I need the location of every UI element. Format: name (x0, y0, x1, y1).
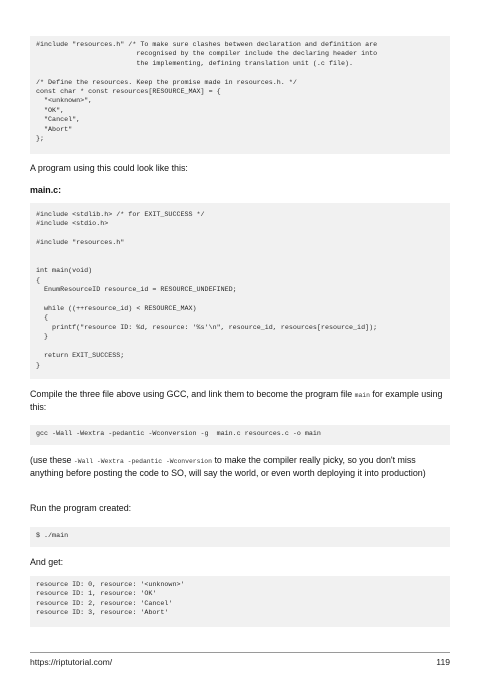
paragraph-text: Compile the three file above using GCC, and link them to become the program file (30, 389, 355, 399)
paragraph-text: to make the compiler really picky, so you don't miss anything before posting the code to SO, will say the world, or even worth deploying it into production) (30, 455, 426, 478)
inline-code: -Wall -Wextra -pedantic -Wconversion (73, 458, 212, 465)
inline-code: main (354, 392, 370, 399)
heading-main-c: main.c: (30, 185, 62, 195)
code-text: gcc -Wall -Wextra -pedantic -Wconversion -g main.c resources.c -o main (36, 430, 321, 438)
footer-divider (30, 652, 450, 653)
code-block-gcc-command (30, 425, 450, 445)
code-text: $ ./main (36, 532, 69, 540)
code-block-output (30, 576, 450, 627)
code-text: #include <stdlib.h> /* for EXIT_SUCCESS */ #include <stdio.h> #include "resources.h" int main(void) { EnumResourceID resource_id = RESOURCE_UNDEFINED; while ((++resource_id) < RESOURCE_MAX) { printf("resource ID: %d, resource: '%s'\n", resource_id, resources[resource_id]); } return EXIT_SUCCESS; } (36, 211, 378, 370)
paragraph-and-get: And get: (30, 557, 64, 567)
paragraph-compile (30, 389, 450, 413)
code-block-main-c (30, 203, 450, 379)
code-text: resource ID: 0, resource: '<unknown>' resource ID: 1, resource: 'OK' resource ID: 2, resource: 'Cancel' resource ID: 3, resource: 'Abort' (36, 581, 185, 618)
paragraph-run-program: Run the program created: (30, 503, 132, 513)
code-text: #include "resources.h" /* To make sure clashes between declaration and definition are recognised by the compiler include the declaring header into the implementing, defining translation unit (.c file). /* Define the resources. Keep the promise made in resources.h. */ const char * const resources[RESOURCE_MAX] = { "<unknown>", "OK", "Cancel", "Abort" }; (36, 41, 378, 144)
page-number: 119 (436, 657, 450, 667)
paragraph-compiler-flags (30, 455, 450, 479)
paragraph-text: (use these (30, 455, 74, 465)
code-block-resources-c (30, 36, 450, 154)
footer-url: https://riptutorial.com/ (30, 657, 113, 667)
paragraph-text: for example using this: (30, 389, 443, 412)
paragraph-program-intro: A program using this could look like this: (30, 163, 188, 173)
code-block-run-command (30, 527, 450, 547)
